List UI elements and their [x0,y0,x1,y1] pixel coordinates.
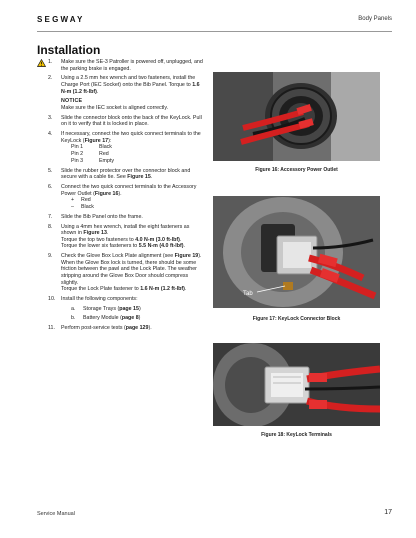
step-2 [37,75,205,111]
step-5 [37,168,205,181]
step-number: 5. [48,167,53,174]
polarity-color: Black [81,203,94,210]
step-3 [37,115,205,128]
step-text: Perform post-service tests ( [61,325,126,332]
pin-label: Pin 3 [71,157,84,164]
page-title: Installation [37,43,101,57]
step-text-end: . [96,88,99,95]
list-item [71,315,205,322]
polarity-sign: + [71,197,75,204]
figure-16-photo [213,72,380,161]
step-text-end: . [150,174,153,181]
figure-link[interactable]: Figure 13 [83,230,107,237]
pin-color: Red [99,151,109,158]
pin-label: Pin 2 [71,151,84,158]
installation-steps [37,59,205,335]
step-text-end: ). [148,325,152,332]
figure-16-caption: Figure 16: Accessory Power Outlet [255,167,338,173]
item-end: ) [138,305,141,312]
step-text: ). When the Glove Box lock is turned, there should be some friction between the pawl and the Lock Plate. The weather stripping around the Glove Box Door should compress slightly. [61,253,202,286]
torque-text: Torque the top two fasteners to [61,236,136,243]
keylock-terminals-photo [213,343,380,426]
page-link[interactable]: page 8 [121,315,139,322]
step-text: Using a 4mm hex wrench, install the eight fasteners as shown in [61,223,190,237]
figure-link[interactable]: Figure 17 [84,137,109,144]
figure-17-caption: Figure 17: KeyLock Connector Block [252,316,341,322]
figure-link[interactable]: Figure 15 [127,174,151,181]
pin-table [61,144,205,164]
torque-line [61,286,205,293]
step-number: 7. [48,213,53,220]
page-link[interactable]: page 15 [119,305,139,312]
notice-heading: NOTICE [61,98,83,105]
section-title: Body Panels [358,16,392,22]
component-list [61,306,205,322]
brand-logo: SEGWAY [37,15,85,24]
torque-value: 1.6 N-m (1.2 ft-lbf) [61,82,200,95]
step-text: Using a 2.5 mm hex wrench and two fasteners, install the Charge Port (IEC Socket) onto the Bib Panel. Torque to [61,75,196,89]
power-outlet-photo [213,72,380,161]
torque-end: . [183,243,185,250]
polarity-table [61,197,205,210]
torque-text: Torque the Lock Plate fastener to [61,286,141,293]
step-text-end: . [106,230,109,237]
notice-text: Make sure the IEC socket is aligned correctly. [61,104,169,111]
step-text-end: ): [108,137,112,144]
pin-color: Black [99,144,112,151]
step-number: 3. [48,114,53,121]
item-letter: a. [71,305,76,312]
step-8 [37,224,205,250]
connector-block-photo [213,196,380,308]
figure-link[interactable]: Figure 16 [94,190,119,197]
item-end: ) [138,315,141,322]
figure-18-caption: Figure 18: KeyLock Terminals [261,432,332,438]
notice-box [61,98,205,111]
polarity-color: Red [81,197,91,204]
tab-callout: Tab [243,291,253,297]
polarity-sign: – [71,203,74,210]
figure-link[interactable]: Figure 19 [174,253,199,260]
item-text: Storage Trays ( [83,305,120,312]
torque-end: . [179,236,182,243]
step-number: 9. [48,253,53,260]
torque-text: Torque the lower six fasteners to [61,243,139,250]
step-6 [37,184,205,210]
step-text: Install the following components: [61,296,138,303]
step-10 [37,296,205,322]
step-text: Slide the Bib Panel onto the frame. [61,213,143,220]
torque-line [61,237,205,244]
step-11 [37,325,205,332]
torque-value: 5.5 N-m (4.0 ft-lbf) [138,243,184,250]
warning-icon [37,59,46,67]
step-number: 11. [48,325,55,332]
step-4 [37,131,205,164]
step-text: Slide the rubber protector over the connector block and secure with a cable tie. See [61,167,191,181]
figure-18-photo [213,343,380,426]
step-text: Make sure the SE-3 Patroller is powered off, unplugged, and the parking brake is engaged. [61,59,203,72]
step-text: If necessary, connect the two quick connect terminals to the KeyLock ( [61,131,201,144]
step-7 [37,214,205,221]
step-text-end: ). [118,190,122,197]
step-text: Connect the two quick connect terminals to the Accessory Power Outlet ( [61,183,197,197]
item-letter: b. [71,315,76,322]
step-number: 4. [48,131,53,138]
footer-manual-title: Service Manual [37,511,75,517]
step-9 [37,253,205,293]
step-text: Slide the connector block onto the back of the KeyLock. Pull on it to verify that it is locked in place. [61,114,202,128]
header-rule [37,31,392,32]
step-text: Check the Glove Box Lock Plate alignment (see [61,253,175,260]
step-number: 1. [48,59,53,65]
page-number: 17 [384,509,392,516]
pin-color: Empty [99,157,115,164]
pin-label: Pin 1 [71,144,84,151]
torque-value: 4.0 N-m (3.0 ft-lbf) [135,236,180,243]
step-number: 2. [48,75,53,82]
step-number: 10. [48,296,56,303]
step-1 [37,59,205,72]
figure-17-photo [213,196,380,308]
page-link[interactable]: page 129 [125,325,149,332]
step-number: 6. [48,183,53,190]
step-number: 8. [48,223,53,230]
torque-line [61,243,205,250]
torque-value: 1.6 N-m (1.2 ft-lbf) [140,286,185,293]
item-text: Battery Module ( [83,315,122,322]
torque-end: . [184,286,187,293]
list-item [71,306,205,313]
